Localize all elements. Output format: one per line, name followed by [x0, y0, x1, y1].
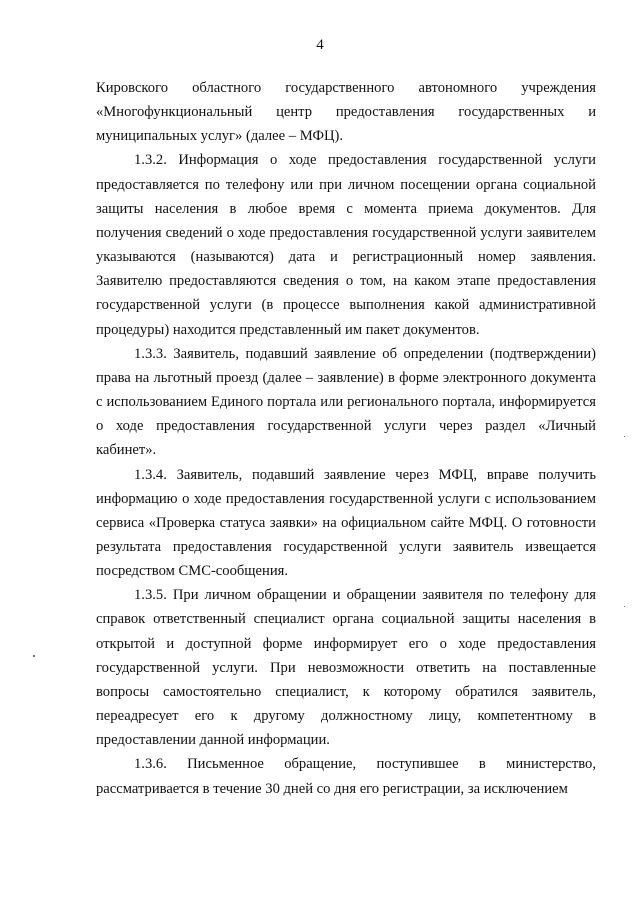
scan-speck	[33, 655, 35, 657]
document-body	[96, 76, 596, 801]
paragraph-1-3-4: 1.3.4. Заявитель, подавший заявление через МФЦ, вправе получить информацию о ходе предоставления государственной услуги с использованием сервиса «Проверка статуса заявки» на официальном сайте МФЦ. О готовности результата предоставления государственной услуги заявитель извещается посредством СМС-сообщения.	[96, 466, 596, 580]
paragraph-continuation: Кировского областного государственного автономного учреждения «Многофункциональный центр предоставления государственных и муниципальных услуг» (далее – МФЦ).	[96, 80, 596, 145]
paragraph-1-3-6: 1.3.6. Письменное обращение, поступившее в министерство, рассматривается в течение 30 дней со дня его регистрации, за исключением	[96, 756, 596, 797]
page-number: 4	[316, 37, 324, 53]
paragraph-1-3-5: 1.3.5. При личном обращении и обращении заявителя по телефону для справок ответственный специалист органа социальной защиты населения в открытой и доступной форме информирует его о ходе предоставления государственной услуги. При невозможности ответить на поставленные вопросы самостоятельно специалист, к которому обратился заявитель, переадресует его к другому должностному лицу, компетентному в предоставлении данной информации.	[96, 587, 596, 749]
paragraph-1-3-3: 1.3.3. Заявитель, подавший заявление об определении (подтверждении) права на льготный проезд (далее – заявление) в форме электронного документа с использованием Единого портала или регионального портала, информируется о ходе предоставления государственной услуги через раздел «Личный кабинет».	[96, 345, 596, 459]
paragraph-1-3-2: 1.3.2. Информация о ходе предоставления государственной услуги предоставляется по телефону или при личном посещении органа социальной защиты населения в любое время с момента приема документов. Для получения сведений о ходе предоставления государственной услуги заявителем указываются (называются) дата и регистрационный номер заявления. Заявителю предоставляются сведения о том, на каком этапе предоставления государственной услуги (в процессе выполнения какой административной процедуры) находится представленный им пакет документов.	[96, 152, 596, 338]
scan-speck	[624, 606, 625, 607]
scan-speck	[624, 436, 625, 437]
